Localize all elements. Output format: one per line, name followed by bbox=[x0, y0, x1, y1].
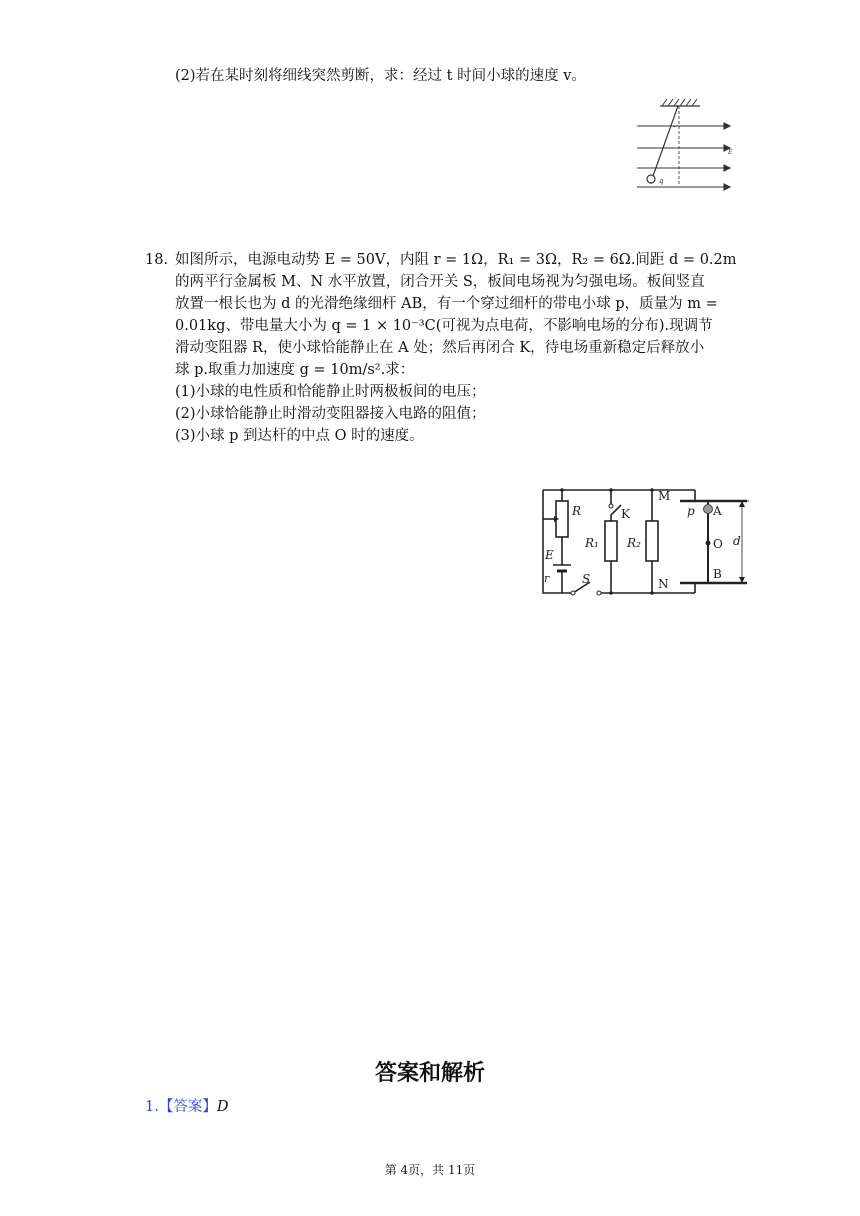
q18-line: 的两平行金属板 M、N 水平放置，闭合开关 S，板间电场视为匀强电场。板间竖直 bbox=[175, 274, 705, 290]
q18-line: 如图所示，电源电动势 E = 50V，内阻 r = 1Ω，R₁ = 3Ω，R₂ = 6Ω.间距 d = 0.2m bbox=[175, 252, 737, 268]
answer-value: D bbox=[216, 1099, 229, 1115]
charge-label: q bbox=[659, 177, 664, 185]
circuit-diagram bbox=[535, 485, 755, 600]
question-number: 18. bbox=[145, 252, 169, 268]
answer-label: 【答案】 bbox=[158, 1099, 217, 1115]
q18-line: 滑动变阻器 R，使小球恰能静止在 A 处；然后再闭合 K，待电场重新稳定后释放小 bbox=[175, 340, 705, 356]
label-S: S bbox=[582, 572, 591, 586]
label-d: d bbox=[733, 534, 741, 548]
label-K: K bbox=[621, 507, 630, 521]
answer-1 bbox=[145, 1096, 228, 1118]
label-R1: R₁ bbox=[585, 536, 599, 550]
label-O: O bbox=[713, 537, 723, 551]
section-title: 答案和解析 bbox=[374, 1061, 485, 1086]
sub-question: (2)小球恰能静止时滑动变阻器接入电路的阻值； bbox=[175, 406, 486, 422]
label-r: r bbox=[544, 572, 550, 585]
label-p: p bbox=[687, 504, 695, 518]
answer-number: 1. bbox=[145, 1099, 159, 1115]
q18-line: 放置一根长也为 d 的光滑绝缘细杆 AB，有一个穿过细杆的带电小球 p，质量为 m = bbox=[175, 296, 718, 312]
label-B: B bbox=[713, 567, 722, 581]
q18-line: 球 p.取重力加速度 g = 10m/s².求： bbox=[175, 362, 415, 378]
label-R2: R₂ bbox=[627, 536, 641, 550]
page-footer: 第 4页，共 11页 bbox=[384, 1163, 476, 1177]
q18-line: 0.01kg、带电量大小为 q = 1 × 10⁻³C(可视为点电荷，不影响电场的分布).现调节 bbox=[175, 318, 713, 334]
label-R: R bbox=[572, 504, 582, 518]
label-A: A bbox=[713, 504, 722, 518]
sub-question: (1)小球的电性质和恰能静止时两极板间的电压； bbox=[175, 384, 486, 400]
label-N: N bbox=[658, 577, 669, 591]
q17-part2-text: (2)若在某时刻将细线突然剪断，求：经过 t 时间小球的速度 v。 bbox=[175, 68, 586, 84]
label-E: E bbox=[545, 548, 554, 562]
label-M: M bbox=[658, 489, 671, 503]
field-label: E bbox=[728, 149, 733, 156]
pendulum-field-figure bbox=[632, 96, 742, 196]
sub-question: (3)小球 p 到达杆的中点 O 时的速度。 bbox=[175, 428, 424, 444]
